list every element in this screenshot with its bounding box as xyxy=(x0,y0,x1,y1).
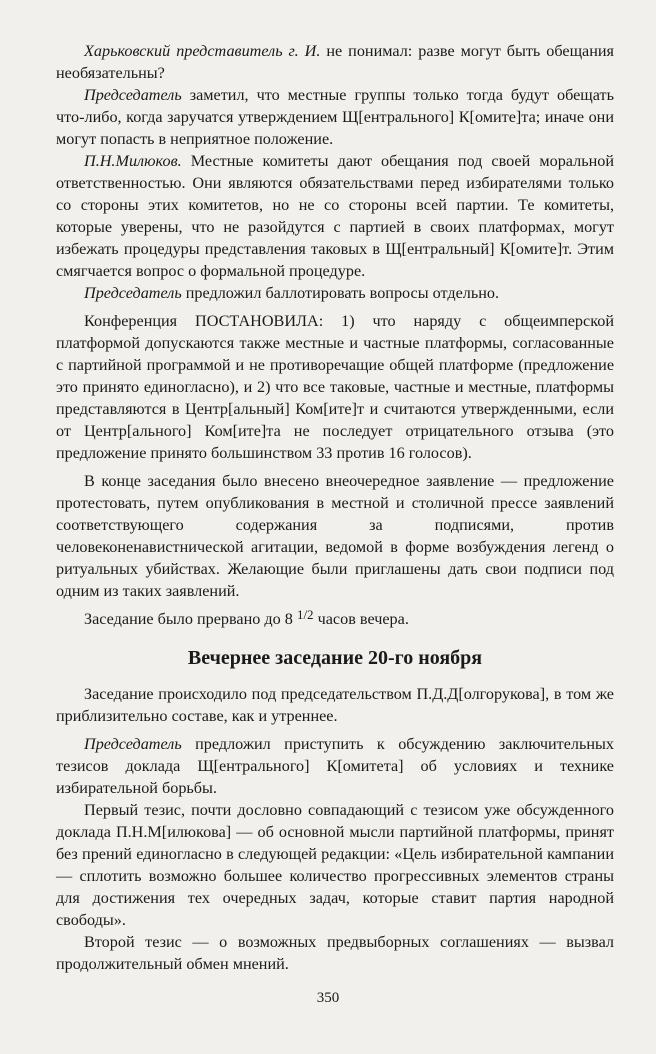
section-heading: Вечернее заседание 20-го ноября xyxy=(187,647,483,669)
paragraph-evening-2 xyxy=(56,733,614,799)
paragraph-text: не понимал: разве могут быть обещания необязательны? xyxy=(56,42,614,82)
paragraph-resolution xyxy=(56,310,614,464)
paragraph-text: Второй тезис — о возможных предвыборных соглашениях — вызвал продолжительный обмен мнений. xyxy=(56,933,614,973)
speaker-name: Председатель xyxy=(84,735,182,753)
speaker-name: П.Н.Милюков. xyxy=(84,152,182,170)
speaker-name: Председатель xyxy=(84,284,182,302)
paragraph-evening-4 xyxy=(56,931,614,975)
paragraph-text: заметил, что местные группы только тогда будут обещать что-либо, когда заручатся утверждением Щ[ентрального] К[омите]та; иначе они могут попасть в неприятное положение. xyxy=(56,86,614,148)
paragraph-text: Местные комитеты дают обещания под своей моральной ответственностью. Они являются обязательствами перед избирателями только со стороны этих комитетов, но не со стороны всей партии. Те комитеты, которые уверены, что не разойдутся с партией в своих платформах, могут избежать процедуры представления таковых в Щ[ентральный] К[омите]т. Этим смягчается вопрос о формальной процедуре. xyxy=(56,152,614,280)
paragraph-kharkov xyxy=(56,40,614,84)
paragraph-text: предложил приступить к обсуждению заключительных тезисов доклада Щ[ентрального] К[омитета] об условиях и технике избирательной борьбы. xyxy=(56,735,614,797)
paragraph-text: Первый тезис, почти дословно совпадающий с тезисом уже обсужденного доклада П.Н.М[илюкова] — об основной мысли партийной платформы, принят без прений единогласно в следующей редакции: «Цель избирательной кампании — сплотить возможно большее количество прогрессивных элементов страны для достижения тех очередных задач, которые ставит партия народной свободы». xyxy=(56,801,614,929)
paragraph-chairman-1 xyxy=(56,84,614,150)
paragraph-evening-3 xyxy=(56,799,614,931)
paragraph-text: предложил баллотировать вопросы отдельно. xyxy=(181,284,500,302)
paragraph-statement xyxy=(56,470,614,602)
speaker-name: Председатель xyxy=(84,86,182,104)
fraction: 1/2 xyxy=(296,607,314,622)
paragraph-text: Заседание происходило под председательством П.Д.Д[олгорукова], в том же приблизительно составе, как и утреннее. xyxy=(56,685,614,725)
paragraph-chairman-2 xyxy=(56,282,614,304)
page-number: 350 xyxy=(316,990,340,1006)
paragraph-milyukov xyxy=(56,150,614,282)
paragraph-text: Конференция ПОСТАНОВИЛА: 1) что наряду с общеимперской платформой допускаются также местные и частные платформы, согласованные с партийной программой и не противоречащие общей платформе (предложение это принято единогласно), и 2) что все таковые, частные и местные, платформы представляются в Центр[альный] Ком[ите]т и считаются утвержденными, если от Центр[ального] Ком[ите]та не последует отрицательного отзыва (это предложение принято большинством 33 против 16 голосов). xyxy=(56,312,614,462)
paragraph-adjourned xyxy=(56,608,614,631)
paragraph-text: часов вечера. xyxy=(313,610,409,628)
paragraph-text: В конце заседания было внесено внеочередное заявление — предложение протестовать, путем опубликования в местной и столичной прессе заявлений соответствующего содержания за подписями, против человеконенавистнической агитации, ведомой в форме возбуждения легенд о ритуальных убийствах. Желающие были приглашены дать свои подписи под одним из таких заявлений. xyxy=(56,472,614,600)
paragraph-text: Заседание было прервано до 8 xyxy=(84,610,297,628)
speaker-name: Харьковский представитель г. И. xyxy=(84,42,321,60)
paragraph-evening-1 xyxy=(56,683,614,727)
